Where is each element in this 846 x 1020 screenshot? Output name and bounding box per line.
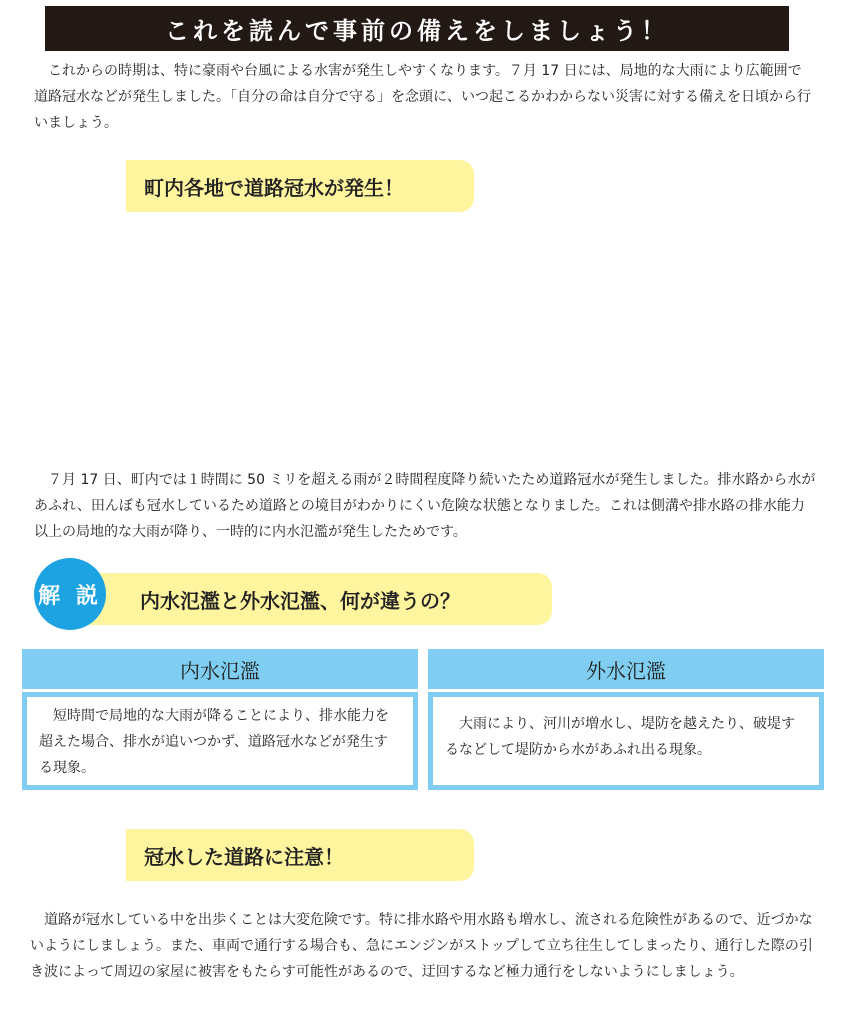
page-title: これを読んで事前の備えをしましょう！ (45, 6, 789, 51)
inland-flood-box (22, 692, 418, 790)
section1-paragraph: ７月 17 日、町内では１時間に 50 ミリを超える雨が２時間程度降り続いたため道路冠水が発生しました。排水路から水があふれ、田んぼも冠水しているため道路との境目がわかりにくい危険な状態となりました。これは側溝や排水路の排水能力以上の局地的な大雨が降り、一時的に内水氾濫が発生したためです。 (34, 472, 816, 540)
intro-paragraph: これからの時期は、特に豪雨や台風による水害が発生しやすくなります。７月 17 日には、局地的な大雨により広範囲で道路冠水などが発生しました。「自分の命は自分で守る」を念頭に、いつ起こるかわからない災害に対する備えを日頃から行いましょう。 (34, 63, 811, 131)
section2-paragraph: 道路が冠水している中を出歩くことは大変危険です。特に排水路や用水路も増水し、流される危険性があるので、近づかないようにしましょう。また、車両で通行する場合も、急にエンジンがストップして立ち往生してしまったり、通行した際の引き波によって周辺の家屋に被害をもたらす可能性があるので、迂回するなど極力通行をしないようにしましょう。 (30, 912, 813, 980)
river-flood-box (428, 692, 824, 790)
inland-flood-title: 内水氾濫 (22, 649, 418, 689)
river-flood-text: 大雨により、河川が増水し、堤防を越えたり、破堤するなどして堤防から水があふれ出る現象。 (445, 716, 795, 758)
inland-flood-text: 短時間で局地的な大雨が降ることにより、排水能力を超えた場合、排水が追いつかず、道路冠水などが発生する現象。 (39, 708, 389, 776)
section2-heading: 冠水した道路に注意！ (126, 829, 474, 881)
explain-heading: 内水氾濫と外水氾濫、何が違うの？ (72, 573, 552, 625)
section1-heading: 町内各地で道路冠水が発生！ (126, 160, 474, 212)
explain-badge: 解 説 (34, 558, 106, 630)
river-flood-title: 外水氾濫 (428, 649, 824, 689)
